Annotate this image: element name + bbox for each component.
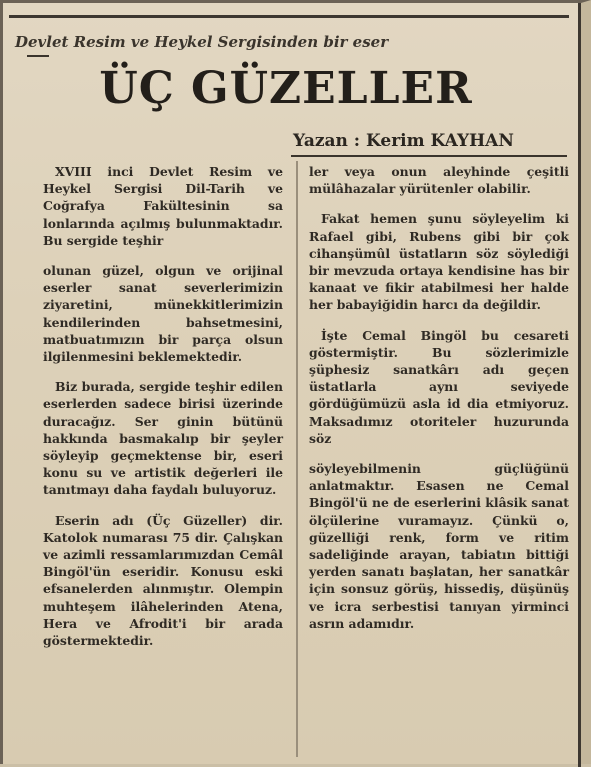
paragraph: İşte Cemal Bingöl bu cesareti göstermiştir. Bu sözlerimizle şüphesiz sanatkârı adı geçen üstatlarla aynı seviyede gördüğümüzü asla id dia etmiyoruz. Maksadımız otoriteler huzurunda söz bbox=[309, 327, 569, 446]
supertitle-dash bbox=[27, 55, 49, 57]
article-right-column bbox=[309, 163, 569, 645]
byline: Yazan : Kerim KAYHAN bbox=[293, 131, 514, 151]
paragraph: Biz burada, sergide teşhir edilen eserlerden sadece birisi üzerinde duracağız. Ser ginin bütünü hakkında basmakalıp bir şeyler söyleyip geçmektense bir, eseri konu su ve artistik değerleri ile tanıtmayı daha faydalı buluyoruz. bbox=[43, 379, 283, 498]
headline: ÜÇ GÜZELLER bbox=[99, 63, 473, 114]
top-rule bbox=[9, 15, 569, 18]
paragraph: söyleyebilmenin güçlüğünü anlatmaktır. Esasen ne Cemal Bingöl'ü ne de eserlerini klâsik sanat ölçülerine vuramayız. Çünkü o, güzelliği renk, form ve ritim sadeliğinde arayan, tabiatın bittiği yerden sanatı başlatan, her sanatkâr için sonsuz görüş, hissediş, düşünüş ve icra serbestisi tanıyan yirminci asrın adamıdır. bbox=[309, 461, 569, 631]
column-divider bbox=[296, 161, 298, 757]
paragraph: XVIII inci Devlet Resim ve Heykel Sergisi Dil-Tarih ve Coğrafya Fakültesinin sa lonlarında açılmış bulunmaktadır. Bu sergide teşhir bbox=[43, 164, 283, 248]
supertitle: Devlet Resim ve Heykel Sergisinden bir eser bbox=[15, 33, 389, 51]
paragraph: ler veya onun aleyhinde çeşitli mülâhazalar yürütenler olabilir. bbox=[309, 164, 569, 197]
article-left-column bbox=[43, 163, 283, 662]
paragraph: Eserin adı (Üç Güzeller) dir. Katolok numarası 75 dir. Çalışkan ve azimli ressamlarımızdan Cemâl Bingöl'ün eseridir. Konusu eski efsanelerden alınmıştır. Olempin muhteşem ilâhelerinden Atena, Hera ve Afrodit'i bir arada göstermektedir. bbox=[43, 512, 283, 649]
paragraph: Fakat hemen şunu söyleyelim ki Rafael gibi, Rubens gibi bir çok cihanşümûl üstatların söz söylediği bir mevzuda ortaya kendisine has bir kanaat ve fikir atabilmesi her halde her babayiğidin harcı da değildir. bbox=[309, 211, 569, 313]
byline-rule bbox=[291, 155, 567, 157]
page-edge bbox=[578, 3, 581, 767]
paragraph: olunan güzel, olgun ve orijinal eserler sanat severlerimizin ziyaretini, münekkitlerimizin kendilerinden bahsetmesini, matbuatımızın bir parça olsun ilgilenmesini beklemektedir. bbox=[43, 263, 283, 365]
